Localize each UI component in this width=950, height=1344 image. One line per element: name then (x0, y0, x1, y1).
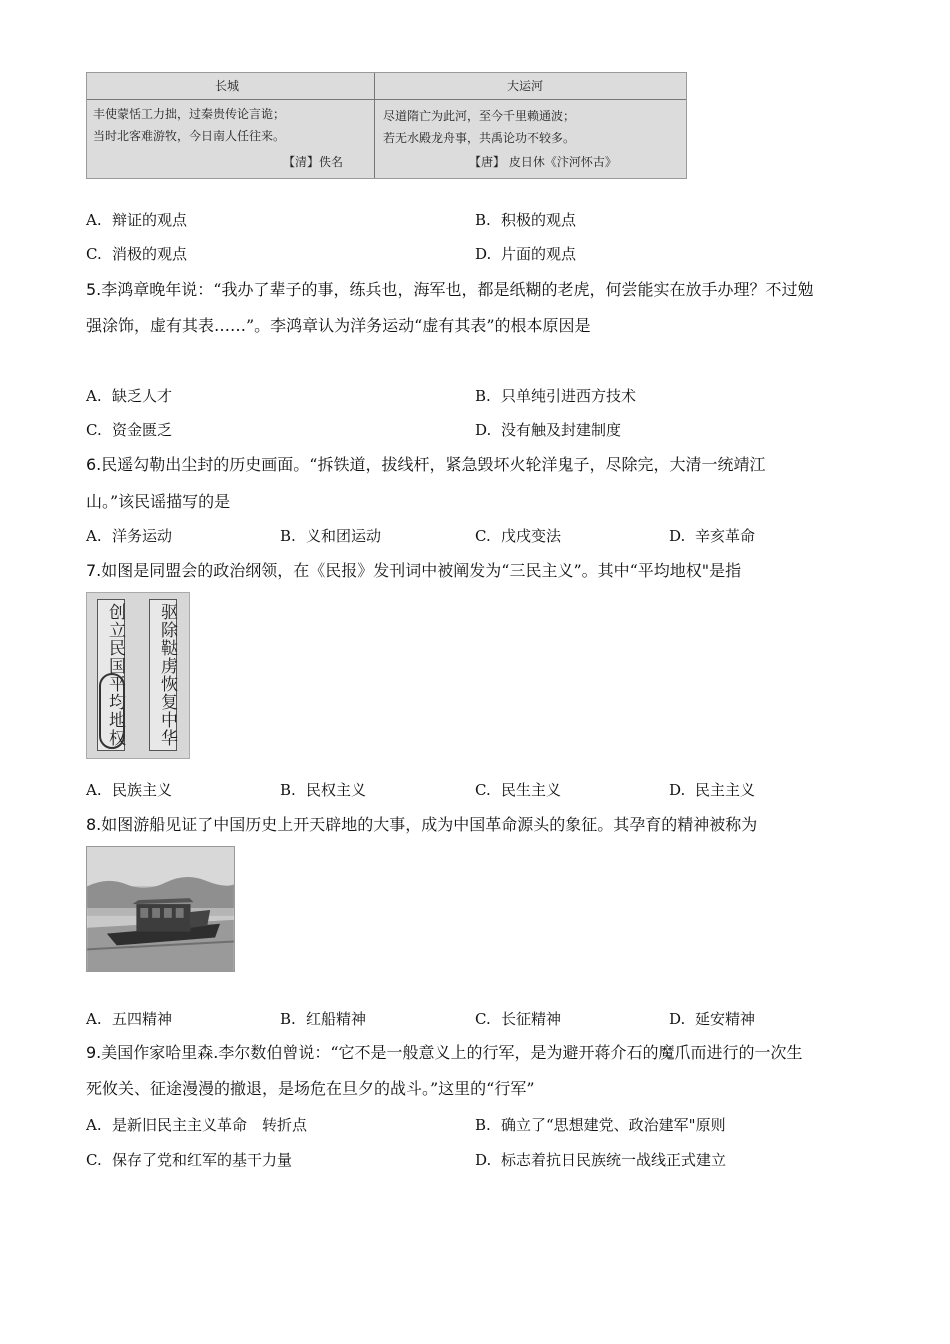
q9-text: 美国作家哈里森.李尔数伯曾说：“它不是一般意义上的行军，是为避开蒋介石的魔爪而进行的一次生 (101, 1043, 803, 1062)
q7-option-c[interactable] (475, 780, 561, 800)
option-text: 资金匮乏 (112, 421, 173, 439)
q8-option-b[interactable] (280, 1009, 366, 1029)
q5-text: 李鸿章晚年说：“我办了辈子的事，练兵也，海军也，都是纸糊的老虎，何尝能实在放手办理？不过勉 (101, 280, 814, 299)
q7-option-d[interactable] (669, 780, 755, 800)
poem-right-source: 【唐】 皮日休《汴河怀古》 (469, 155, 617, 169)
poem-right-line2: 若无水殿龙舟事，共禹论功不较多。 (383, 131, 576, 145)
poem-right-line1: 尽道隋亡为此河，至今千里赖通波； (383, 109, 576, 123)
q6-option-a[interactable] (86, 526, 172, 546)
option-text: 洋务运动 (112, 527, 173, 545)
option-text: 民族主义 (112, 781, 173, 799)
option-text: 只单纯引进西方技术 (501, 387, 637, 405)
option-letter: B. (280, 781, 296, 799)
option-letter: C. (475, 527, 491, 545)
option-letter: A. (86, 211, 102, 229)
q8-text: 如图游船见证了中国历史上开天辟地的大事，成为中国革命源头的象征。其孕育的精神被称为 (101, 815, 758, 834)
option-letter: D. (669, 1010, 686, 1028)
option-letter: A. (86, 387, 102, 405)
option-text: 是新旧民主主义革命 转折点 (112, 1116, 308, 1134)
option-text: 民权主义 (306, 781, 367, 799)
q8-option-a[interactable] (86, 1009, 172, 1029)
option-letter: D. (475, 421, 492, 439)
option-letter: A. (86, 781, 102, 799)
q6-option-c[interactable] (475, 526, 561, 546)
question-number: 5. (86, 280, 102, 299)
q9-option-a[interactable] (86, 1115, 307, 1135)
option-text: 戊戌变法 (501, 527, 562, 545)
question-number: 6. (86, 455, 102, 474)
question-number: 7. (86, 561, 102, 580)
q8-stem-line1 (86, 815, 757, 835)
option-letter: C. (86, 245, 102, 263)
option-text: 保存了党和红军的基干力量 (112, 1151, 293, 1169)
option-text: 辛亥革命 (695, 527, 756, 545)
option-text: 延安精神 (695, 1010, 756, 1028)
q9-option-c[interactable] (86, 1150, 292, 1170)
q8-option-c[interactable] (475, 1009, 561, 1029)
q6-text: 民遥勾勒出尘封的历史画面。“拆铁道，拔线杆，紧急毁坏火轮洋鬼子，尽除完，大清一统靖江 (101, 455, 766, 474)
option-text: 义和团运动 (306, 527, 382, 545)
poem-table-image (86, 72, 687, 179)
option-text: 红船精神 (306, 1010, 367, 1028)
q6-option-d[interactable] (669, 526, 755, 546)
q9-stem-line2: 死攸关、征途漫漫的撤退，是场危在旦夕的战斗。”这里的“行军” (86, 1079, 535, 1098)
slogan-right-strip: 驱除鞑虏恢复中华 (149, 599, 177, 751)
option-text: 缺乏人才 (112, 387, 173, 405)
option-letter: A. (86, 1116, 102, 1134)
q5-stem-line1 (86, 280, 813, 300)
q7-text: 如图是同盟会的政治纲领，在《民报》发刊词中被阐发为“三民主义”。其中“平均地权"是指 (101, 561, 742, 580)
option-letter: C. (86, 421, 102, 439)
option-text: 积极的观点 (501, 211, 577, 229)
option-text: 确立了“思想建党、政治建军"原则 (501, 1116, 726, 1134)
option-letter: D. (669, 527, 686, 545)
option-text: 消极的观点 (112, 245, 188, 263)
q7-option-a[interactable] (86, 780, 172, 800)
option-text: 没有触及封建制度 (501, 421, 622, 439)
option-text: 片面的观点 (501, 245, 577, 263)
q5-option-c[interactable] (86, 420, 172, 440)
slogan-highlight-oval (99, 673, 125, 749)
poem-left-header: 长城 (215, 79, 240, 93)
option-letter: A. (86, 1010, 102, 1028)
q9-option-d[interactable] (475, 1150, 726, 1170)
q4-option-d[interactable] (475, 244, 576, 264)
option-text: 长征精神 (501, 1010, 562, 1028)
q4-option-c[interactable] (86, 244, 187, 264)
option-letter: D. (475, 1151, 492, 1169)
option-letter: B. (280, 527, 296, 545)
question-number: 8. (86, 815, 102, 834)
q7-option-b[interactable] (280, 780, 366, 800)
option-letter: C. (475, 1010, 491, 1028)
option-letter: C. (475, 781, 491, 799)
q9-stem-line1 (86, 1043, 803, 1063)
option-text: 五四精神 (112, 1010, 173, 1028)
q4-option-b[interactable] (475, 210, 576, 230)
q5-option-a[interactable] (86, 386, 172, 406)
poem-table-divider (374, 73, 375, 178)
q4-option-a[interactable] (86, 210, 187, 230)
option-letter: A. (86, 527, 102, 545)
option-letter: B. (280, 1010, 296, 1028)
slogan-left-strip: 创立民国平均地权 (97, 599, 125, 751)
q5-option-d[interactable] (475, 420, 621, 440)
tongmenghui-slogan-image (86, 592, 190, 759)
q6-option-b[interactable] (280, 526, 381, 546)
option-letter: C. (86, 1151, 102, 1169)
option-text: 标志着抗日民族统一战线正式建立 (501, 1151, 727, 1169)
option-letter: B. (475, 211, 491, 229)
q6-stem-line1 (86, 455, 765, 475)
option-text: 民生主义 (501, 781, 562, 799)
poem-table-header (87, 73, 686, 100)
option-text: 辩证的观点 (112, 211, 188, 229)
option-letter: B. (475, 1116, 491, 1134)
poem-left-source: 【清】佚名 (283, 155, 344, 169)
red-boat-photo (86, 846, 235, 972)
question-number: 9. (86, 1043, 102, 1062)
poem-right-header: 大运河 (507, 79, 544, 93)
q5-stem-line2: 强涂饰，虚有其表……”。李鸿章认为洋务运动“虚有其表”的根本原因是 (86, 316, 591, 335)
q9-option-b[interactable] (475, 1115, 726, 1135)
option-letter: D. (475, 245, 492, 263)
option-letter: B. (475, 387, 491, 405)
q6-stem-line2: 山。”该民谣描写的是 (86, 492, 231, 511)
option-text: 民主主义 (695, 781, 756, 799)
poem-left-line1: 丰使蒙恬工力拙，过秦贵传论言诡； (93, 107, 286, 121)
q8-option-d[interactable] (669, 1009, 755, 1029)
q5-option-b[interactable] (475, 386, 636, 406)
poem-left-line2: 当时北客难游牧，今日南人任往来。 (93, 129, 286, 143)
option-letter: D. (669, 781, 686, 799)
q7-stem-line1 (86, 561, 741, 581)
